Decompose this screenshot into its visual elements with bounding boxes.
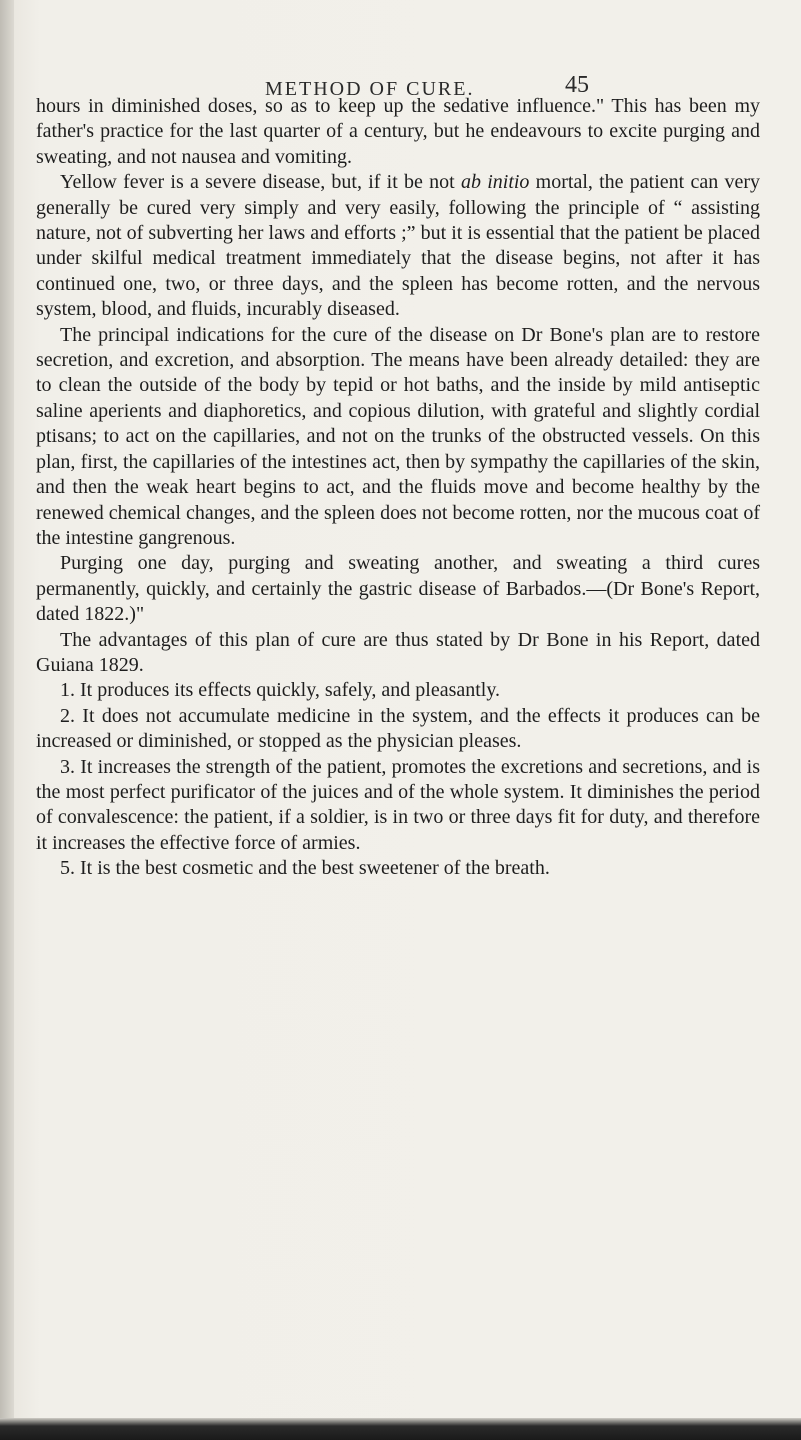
paragraph-continuation: hours in diminished doses, so as to keep up the sedative influence." This has been my father's practice for the last quarter of a century, but he endeavours to excite purging and sweating, and not nausea and vomiting.	[36, 95, 760, 168]
paragraph-purging: Purging one day, purging and sweating another, and sweating a third cures permanently, quickly, and certainly the gastric disease of Barbados.—(Dr Bone's Report, dated 1822.)"	[36, 552, 760, 626]
paragraph-advantages: The advantages of this plan of cure are thus stated by Dr Bone in his Report, dated Guiana 1829.	[36, 628, 760, 676]
scan-bottom-edge	[0, 1418, 801, 1440]
running-title: METHOD OF CURE.	[265, 78, 475, 100]
list-item-3: 3. It increases the strength of the patient, promotes the excretions and secretions, and is the most perfect purificator of the juices and of the whole system. It diminishes the period of convalescence: the patient, if a soldier, is in two or three days fit for duty, and therefore it increases the effective force of armies.	[36, 755, 760, 854]
list-item-1: 1. It produces its effects quickly, safely, and pleasantly.	[60, 679, 501, 702]
latin-phrase: ab initio	[460, 171, 530, 194]
body-text	[36, 94, 760, 882]
paragraph-yellow-fever	[36, 170, 760, 322]
page-number: 45	[565, 72, 589, 98]
yellow-fever-rest: mortal, the patient can very generally be cured very simply and very easily, following the principle of “ assisting nature, not of subverting her laws and efforts ;” but it is essential that the patient be placed under skilful medical treatment immediately that the disease begins, not after it has continued one, two, or three days, and the spleen has become rotten, and the nervous system, blood, and fluids, incurably diseased.	[36, 171, 760, 321]
yellow-fever-lead: Yellow fever is a severe disease, but, if it be not	[60, 171, 461, 194]
list-item-5: 5. It is the best cosmetic and the best sweetener of the breath.	[60, 857, 550, 880]
binding-edge	[0, 0, 14, 1440]
paragraph-indications: The principal indications for the cure of the disease on Dr Bone's plan are to restore secretion, and excretion, and absorption. The means have been already detailed: they are to clean the outside of the body by tepid or hot baths, and the inside by mild antiseptic saline aperients and diaphoretics, and copious dilution, with grateful and slightly cordial ptisans; to act on the capillaries, and not on the trunks of the obstructed vessels. On this plan, first, the capillaries of the intestines act, then by sympathy the capillaries of the skin, and then the weak heart begins to act, and the fluids move and become healthy by the renewed chemical changes, and the spleen does not become rotten, nor the mucous coat of the intestine gangrenous.	[36, 323, 760, 549]
list-item-2: 2. It does not accumulate medicine in the system, and the effects it produces can be increased or diminished, or stopped as the physician pleases.	[36, 704, 760, 753]
